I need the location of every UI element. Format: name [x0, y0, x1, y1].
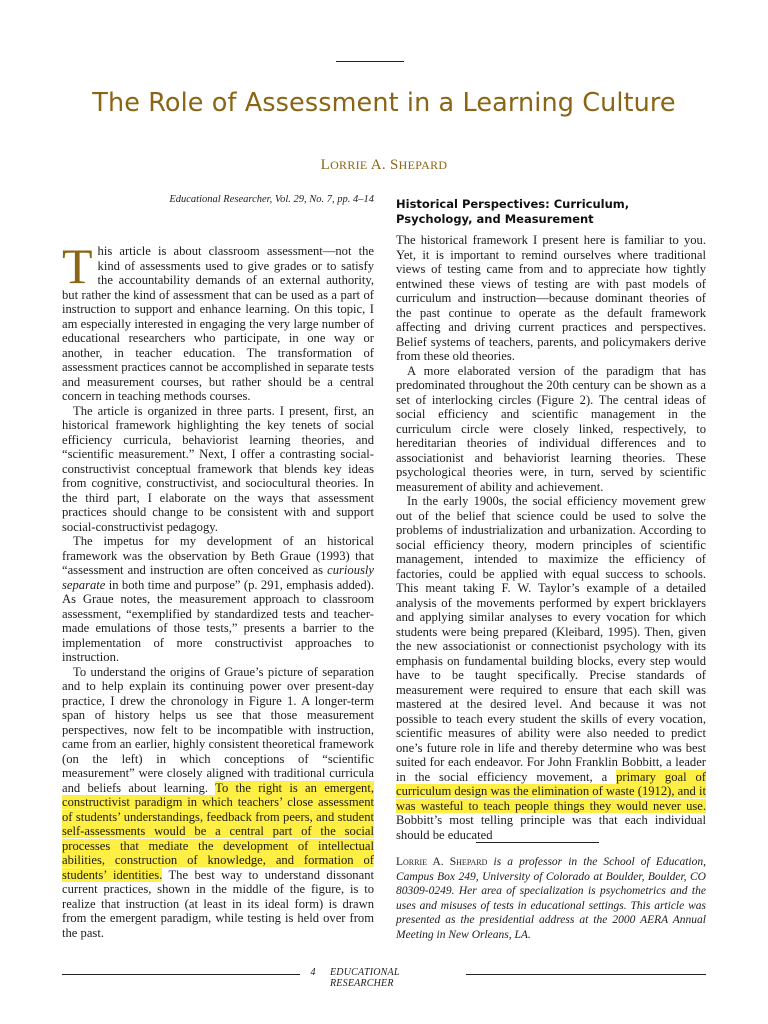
author-middle: A. S — [367, 157, 399, 173]
author-name — [0, 157, 768, 174]
section-heading: Historical Perspectives: Curriculum, Psychology, and Measurement — [396, 197, 630, 226]
citation: Educational Researcher, Vol. 29, No. 7, pp. 4–14 — [169, 194, 374, 205]
paragraph-6: A more elaborated version of the paradigm that has predominated throughout the 20th century can be shown as a set of interlocking circles (Figure 2). The central ideas of social efficiency and scientific management in the curriculum circle were closely linked, respectively, to hereditarian theories of individual differences and to associationist and behaviorist learning theories. These psychological theories were, in turn, served by scientific measurement of ability and achievement. — [396, 363, 706, 494]
article-title: The Role of Assessment in a Learning Culture — [92, 88, 676, 118]
journal-name: EDUCATIONAL RESEARCHER — [330, 967, 400, 989]
author-first-smallcaps: ORRIE — [330, 158, 368, 172]
footer-rule-left — [62, 974, 300, 975]
paragraph-7 — [396, 494, 706, 842]
page-footer — [0, 967, 768, 989]
right-column — [396, 233, 706, 842]
paragraph-4-text-a: To understand the origins of Graue’s picture of separation and to help explain its continuing power over present-day practice, I drew the chronology in Figure 1. A longer-term span of history helps us see that those measurement perspectives, now felt to be incompatible with instruction, came from an earlier, highly consistent theoretical framework (on the left) in which conceptions of “scientific measurement” were closely aligned with traditional curricula and beliefs about learning. — [62, 664, 374, 795]
paragraph-1-text: his article is about classroom assessment—not the kind of assessments used to give grades or to satisfy the accountability demands of an external authority, but rather the kind of assessment that can be used as a part of instruction to support and enhance learning. On this topic, I am especially interested in engaging the very large number of educational researchers who participate, in one way or another, in teacher education. The transformation of assessment practices cannot be accomplished in separate tests and measurement courses, but rather should be a central concern in teaching methods courses. — [62, 244, 374, 403]
paragraph-4 — [62, 665, 374, 941]
drop-cap: T — [62, 238, 93, 294]
paragraph-2: The article is organized in three parts. I present, first, an historical framework highlighting the key tenets of social efficiency curricula, behaviorist learning theories, and “scientific measurement.” Next, I offer a contrasting social-constructivist conceptual framework that blends key ideas from cognitive, constructivist, and sociocultural theories. In the third part, I elaborate on the ways that assessment practices should change to be consistent with and support social-constructivist pedagogy. — [62, 403, 374, 534]
top-rule — [336, 61, 404, 62]
paragraph-5: The historical framework I present here is familiar to you. Yet, it is important to remind ourselves where traditional views of testing came from and to appreciate how tightly entwined these views of testing are with past models of curriculum and instruction—because dominant theories of the past continue to operate as the default framework affecting and driving current practices and perspectives. Belief systems of teachers, parents, and policymakers derive from these old theories. — [396, 233, 706, 363]
paragraph-3-text-b: in both time and purpose” (p. 291, emphasis added). As Graue notes, the measurement approach to classroom assessment, “exemplified by standardized tests and teacher-made emulations of those tests,” presents a barrier to the implementation of more constructivist approaches to instruction. — [62, 577, 374, 664]
footer-rule-right — [466, 974, 706, 975]
highlighted-passage[interactable]: To the right is an emergent, constructivist paradigm in which teachers’ close assessment of students’ understandings, feedback from peers, and student self-assessments would be a central part of the social processes that mediate the development of intellectual abilities, construction of knowledge, and formation of students’ identities. — [62, 780, 374, 882]
highlighted-passage[interactable]: primary goal of curriculum design was the elimination of waste (1912), and it was wasteful to teach people things they would never use. — [396, 769, 706, 813]
emphasis-text: curiously separate — [62, 563, 374, 592]
paragraph-7-text-a: In the early 1900s, the social efficiency movement grew out of the belief that science could be used to solve the problems of industrialization and urbanization. According to social efficiency theory, modern principles of scientific management, intended to maximize the efficiency of factories, could be applied with equal success to schools. This meant taking F. W. Taylor’s example of a detailed analysis of the movements performed by expert bricklayers and applying similar analyses to every vocation for which students were being prepared (Kleibard, 1995). Then, given the new associationist or connectionist psychology with its emphasis on fundamental building blocks, every step would have to be taught specifically. Precise standards of measurement were required to ensure that each skill was mastered at the desired level. And because it was not possible to teach every student the skills of every vocation, scientific measures of ability were also needed to predict one’s future role in life and thereby determine who was best suited for each endeavor. For John Franklin Bobbitt, a leader in the social efficiency movement, a — [396, 494, 706, 784]
paragraph-3 — [62, 534, 374, 665]
bio-author-name: Lorrie A. Shepard — [396, 856, 488, 868]
paragraph-7-text-b: Bobbitt’s most telling principle was that each individual should be educated — [396, 813, 706, 842]
paragraph-1 — [62, 238, 374, 404]
paragraph-3-text-a: The impetus for my development of an historical framework was the observation by Beth Graue (1993) that “assessment and instruction are often conceived as — [62, 534, 374, 577]
author-last-smallcaps: HEPARD — [398, 158, 448, 172]
page-number: 4 — [310, 967, 316, 978]
left-column — [62, 238, 374, 940]
paragraph-4-text-b: The best way to understand dissonant current practices, shown in the middle of the figure, is to realize that instruction (at least in its ideal form) is drawn from the emergent paradigm, while testing is held over from the past. — [62, 867, 374, 940]
author-bio — [396, 855, 706, 942]
bio-rule — [476, 842, 599, 843]
bio-text: is a professor in the School of Education, Campus Box 249, University of Colorado at Boulder, Boulder, CO 80309-0249. Her area of specialization is psychometrics and the uses and misuses of tests in educational settings. This article was presented as the presidential address at the 2000 AERA Annual Meeting in New Orleans, LA. — [396, 856, 706, 941]
author-initial: L — [320, 157, 331, 173]
